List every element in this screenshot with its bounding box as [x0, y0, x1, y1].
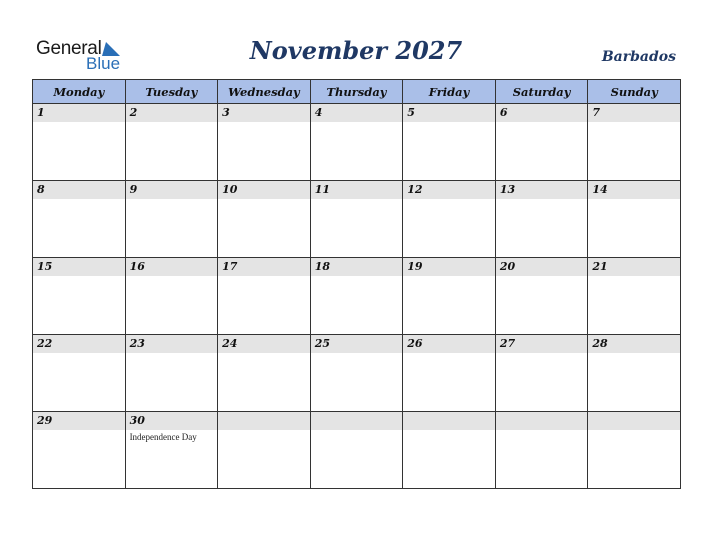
day-cell[interactable]: [125, 104, 218, 181]
day-number: 16: [129, 260, 145, 273]
day-number: 22: [37, 337, 53, 350]
day-number-bar: [218, 335, 310, 353]
day-number: 23: [129, 337, 145, 350]
day-cell[interactable]: [310, 412, 403, 489]
day-number: 29: [37, 414, 53, 427]
holiday-label: [496, 353, 588, 355]
day-number-bar: [403, 104, 495, 122]
day-number-bar: [126, 104, 218, 122]
day-number: 7: [592, 106, 601, 119]
holiday-label: [403, 199, 495, 201]
holiday-label: [218, 199, 310, 201]
day-number: 9: [129, 183, 138, 196]
day-number: 5: [407, 106, 415, 119]
day-cell[interactable]: [403, 412, 496, 489]
day-number-bar: [588, 181, 680, 199]
day-number: 28: [592, 337, 608, 350]
week-row: [33, 258, 681, 335]
day-number-bar: [126, 412, 218, 430]
day-number: 21: [592, 260, 608, 273]
day-number-bar: [588, 335, 680, 353]
day-number-bar: [496, 335, 588, 353]
day-number: 25: [314, 337, 330, 350]
day-number-bar: [403, 335, 495, 353]
day-number-bar: [496, 104, 588, 122]
week-row: [33, 181, 681, 258]
holiday-label: [218, 353, 310, 355]
day-number: 18: [314, 260, 330, 273]
day-number: 2: [129, 106, 138, 119]
day-number-bar: [33, 104, 125, 122]
weekday-header: Thursday: [310, 80, 403, 104]
day-number: 15: [37, 260, 53, 273]
day-number-bar: [403, 258, 495, 276]
day-number: 14: [592, 183, 608, 196]
holiday-label: [33, 122, 125, 124]
day-cell[interactable]: [588, 181, 681, 258]
holiday-label: [33, 276, 125, 278]
day-cell[interactable]: [495, 412, 588, 489]
day-number-bar: [496, 181, 588, 199]
logo-general-text: General: [36, 38, 102, 59]
day-number-bar: [218, 258, 310, 276]
holiday-label: [33, 199, 125, 201]
day-number-bar: [311, 258, 403, 276]
holiday-label: [126, 353, 218, 355]
day-number-bar: [33, 181, 125, 199]
day-number: 6: [499, 106, 508, 119]
day-number-bar: [218, 104, 310, 122]
day-cell[interactable]: [33, 258, 126, 335]
day-cell[interactable]: [495, 181, 588, 258]
day-number-bar: [33, 335, 125, 353]
week-row: [33, 412, 681, 489]
calendar-body: [33, 104, 681, 489]
day-cell[interactable]: [218, 335, 311, 412]
day-cell[interactable]: [125, 412, 218, 489]
day-cell[interactable]: [310, 258, 403, 335]
day-number: 26: [407, 337, 423, 350]
day-number-bar: [311, 104, 403, 122]
holiday-label: [126, 276, 218, 278]
holiday-label: [588, 122, 680, 124]
day-number-bar: [403, 181, 495, 199]
holiday-label: [588, 430, 680, 432]
day-number-bar: [126, 335, 218, 353]
holiday-label: [588, 353, 680, 355]
day-number-bar: [496, 258, 588, 276]
holiday-label: [403, 122, 495, 124]
weekday-header: Sunday: [588, 80, 681, 104]
day-number-bar: [218, 181, 310, 199]
day-number: 10: [222, 183, 238, 196]
day-number: 1: [37, 106, 45, 119]
weekday-header-row: [33, 80, 681, 104]
day-cell[interactable]: [125, 258, 218, 335]
holiday-label: [311, 199, 403, 201]
day-cell[interactable]: [218, 412, 311, 489]
day-number: 12: [407, 183, 423, 196]
day-number-bar: [588, 412, 680, 430]
holiday-label: [218, 430, 310, 432]
holiday-label: [496, 430, 588, 432]
day-cell[interactable]: [495, 104, 588, 181]
day-cell[interactable]: [125, 181, 218, 258]
holiday-label: [33, 430, 125, 432]
holiday-label: [311, 276, 403, 278]
day-number-bar: [403, 412, 495, 430]
day-cell[interactable]: [403, 181, 496, 258]
day-number-bar: [311, 335, 403, 353]
day-number: 8: [37, 183, 45, 196]
holiday-label: [126, 199, 218, 201]
day-cell[interactable]: [218, 258, 311, 335]
country-label: Barbados: [601, 49, 676, 65]
day-cell[interactable]: [218, 104, 311, 181]
holiday-label: [218, 122, 310, 124]
day-number: 19: [407, 260, 423, 273]
day-number: 20: [499, 260, 516, 273]
day-cell[interactable]: [310, 181, 403, 258]
day-cell[interactable]: [33, 104, 126, 181]
day-cell[interactable]: [125, 335, 218, 412]
holiday-label: [403, 276, 495, 278]
day-number-bar: [588, 258, 680, 276]
holiday-label: [218, 276, 310, 278]
day-number: 17: [222, 260, 238, 273]
day-number-bar: [496, 412, 588, 430]
day-cell[interactable]: [33, 181, 126, 258]
day-number: 13: [499, 183, 516, 196]
day-number-bar: [311, 412, 403, 430]
day-number: 11: [314, 183, 330, 196]
holiday-label: [403, 430, 495, 432]
day-number: 24: [222, 337, 238, 350]
day-cell[interactable]: [588, 258, 681, 335]
holiday-label: [33, 353, 125, 355]
day-number-bar: [588, 104, 680, 122]
holiday-label: [311, 122, 403, 124]
weekday-header: Tuesday: [125, 80, 218, 104]
day-number: 27: [499, 337, 516, 350]
weekday-header: Monday: [33, 80, 126, 104]
day-cell[interactable]: [310, 104, 403, 181]
day-cell[interactable]: [403, 335, 496, 412]
holiday-label: [126, 122, 218, 124]
day-cell[interactable]: [495, 335, 588, 412]
day-number-bar: [218, 412, 310, 430]
day-cell[interactable]: [33, 335, 126, 412]
day-number-bar: [311, 181, 403, 199]
day-number-bar: [33, 258, 125, 276]
holiday-label: [496, 199, 588, 201]
day-cell[interactable]: [403, 258, 496, 335]
holiday-label: [311, 353, 403, 355]
page-title: November 2027: [249, 36, 463, 65]
day-number: 3: [222, 106, 230, 119]
holiday-label: [496, 276, 588, 278]
holiday-label: [403, 353, 495, 355]
calendar-grid: [32, 79, 681, 489]
day-cell[interactable]: [33, 412, 126, 489]
holiday-label: [588, 276, 680, 278]
day-cell[interactable]: [310, 335, 403, 412]
day-number-bar: [33, 412, 125, 430]
day-cell[interactable]: [218, 181, 311, 258]
day-cell[interactable]: [588, 335, 681, 412]
week-row: [33, 335, 681, 412]
holiday-label: [311, 430, 403, 432]
holiday-label: Independence Day: [129, 432, 197, 442]
day-number-bar: [126, 181, 218, 199]
week-row: [33, 104, 681, 181]
weekday-header: Friday: [403, 80, 496, 104]
day-number: 30: [129, 414, 145, 427]
logo-blue-text: Blue: [86, 54, 121, 73]
day-number-bar: [126, 258, 218, 276]
weekday-header: Saturday: [495, 80, 588, 104]
day-number: 4: [314, 106, 323, 119]
day-cell[interactable]: [403, 104, 496, 181]
weekday-header: Wednesday: [218, 80, 311, 104]
day-cell[interactable]: [495, 258, 588, 335]
day-cell[interactable]: [588, 412, 681, 489]
day-cell[interactable]: [588, 104, 681, 181]
holiday-label: [496, 122, 588, 124]
holiday-label: [588, 199, 680, 201]
